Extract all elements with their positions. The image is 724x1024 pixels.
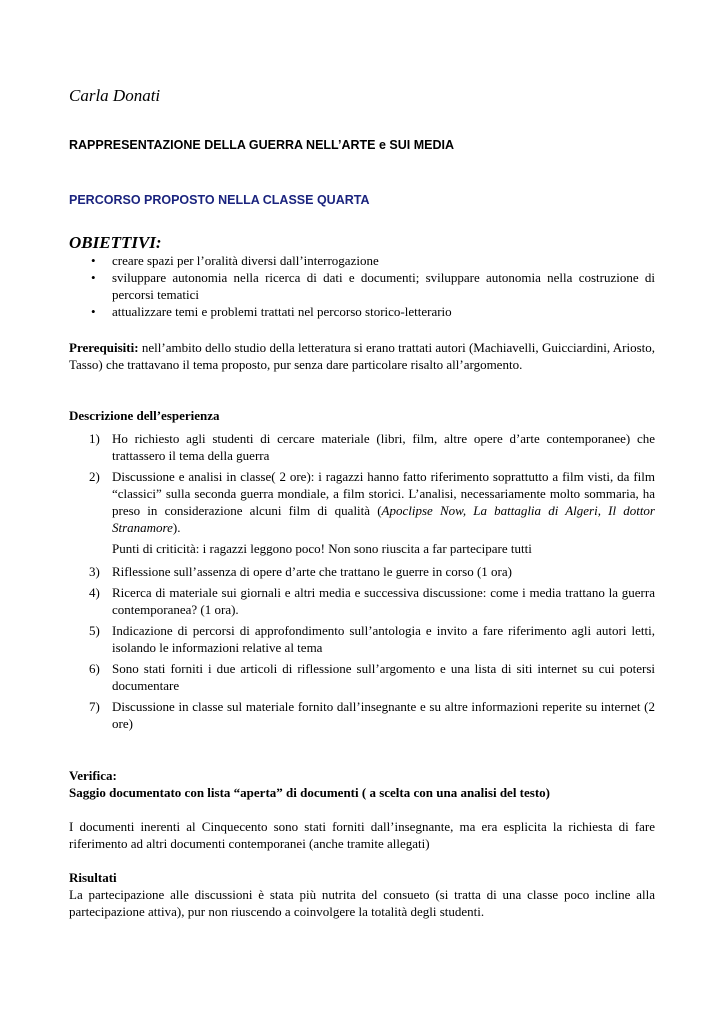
step-text: Riflessione sull’assenza di opere d’arte che trattano le guerre in corso (1 ora) xyxy=(112,564,512,579)
prerequisites-label: Prerequisiti: xyxy=(69,340,139,355)
list-item xyxy=(69,584,655,618)
verification-section xyxy=(69,767,655,801)
step-text: Indicazione di percorsi di approfondimento sull’antologia e invito a fare riferimento agli autori letti, isolando le informazioni relative al tema xyxy=(112,623,655,655)
film-titles: Apoclipse Now, La battaglia di Algeri, Il dottor Stranamore xyxy=(112,503,655,535)
list-item xyxy=(69,303,655,320)
list-item xyxy=(69,468,655,536)
verification-label: Verifica: xyxy=(69,768,117,783)
results-section xyxy=(69,869,655,920)
objectives-list xyxy=(69,252,655,320)
step-number: 5) xyxy=(89,623,100,638)
bullet-icon: • xyxy=(91,270,96,285)
experience-steps xyxy=(69,430,655,736)
list-item xyxy=(69,563,655,580)
verification-text: Saggio documentato con lista “aperta” di documenti ( a scelta con una analisi del testo) xyxy=(69,785,550,800)
step-text-tail: ). xyxy=(172,520,181,535)
step-number: 2) xyxy=(89,469,100,484)
list-item xyxy=(69,430,655,464)
prerequisites-paragraph xyxy=(69,339,655,373)
documents-paragraph: I documenti inerenti al Cinquecento sono stati forniti dall’insegnante, ma era esplicita la richiesta di fare riferimento ad altri documenti contemporanei (anche tramite allegati) xyxy=(69,819,655,851)
objectives-heading: OBIETTIVI: xyxy=(69,233,162,252)
prerequisites-text: nell’ambito dello studio della letteratura si erano trattati autori (Machiavelli, Guicciardini, Ariosto, Tasso) che trattavano il tema proposto, pur senza dare particolare risalto all’argomento. xyxy=(69,340,655,372)
results-label: Risultati xyxy=(69,870,117,885)
results-text: La partecipazione alle discussioni è stata più nutrita del consueto (si tratta di una classe poco incline alla partecipazione attiva), pur non riuscendo a coinvolgere la totalità degli studenti. xyxy=(69,887,655,919)
step-text: Discussione e analisi in classe( 2 ore): i ragazzi hanno fatto riferimento soprattutto a film visti, da film “classici” sulla seconda guerra mondiale, a film storici. L’analisi, necessariamente molto sommaria, ha preso in considerazione alcuni film di qualità ( xyxy=(112,469,655,518)
document-title: RAPPRESENTAZIONE DELLA GUERRA NELL’ARTE e SUI MEDIA xyxy=(69,138,454,152)
document-subtitle: PERCORSO PROPOSTO NELLA CLASSE QUARTA xyxy=(69,193,370,207)
objective-text: attualizzare temi e problemi trattati nel percorso storico-letterario xyxy=(112,304,452,319)
step-text: Ho richiesto agli studenti di cercare materiale (libri, film, altre opere d’arte contemporanee) che trattassero il tema della guerra xyxy=(112,431,655,463)
step-text: Sono stati forniti i due articoli di riflessione sull’argomento e una lista di siti internet su cui potersi documentare xyxy=(112,661,655,693)
step-number: 3) xyxy=(89,564,100,579)
step-number: 4) xyxy=(89,585,100,600)
bullet-icon: • xyxy=(91,253,96,268)
step-text: Ricerca di materiale sui giornali e altri media e successiva discussione: come i media trattano la guerra contemporanea? (1 ora). xyxy=(112,585,655,617)
criticality-note: Punti di criticità: i ragazzi leggono poco! Non sono riuscita a far partecipare tutti xyxy=(112,541,532,556)
step-number: 7) xyxy=(89,699,100,714)
objective-text: sviluppare autonomia nella ricerca di dati e documenti; sviluppare autonomia nella costruzione di percorsi tematici xyxy=(112,270,655,302)
list-item xyxy=(69,622,655,656)
step-number: 6) xyxy=(89,661,100,676)
author-name: Carla Donati xyxy=(69,86,161,105)
list-item xyxy=(69,660,655,694)
objective-text: creare spazi per l’oralità diversi dall’interrogazione xyxy=(112,253,379,268)
list-item xyxy=(69,269,655,303)
list-item xyxy=(69,252,655,269)
experience-heading: Descrizione dell’esperienza xyxy=(69,408,220,423)
step-number: 1) xyxy=(89,431,100,446)
list-item xyxy=(69,698,655,732)
bullet-icon: • xyxy=(91,304,96,319)
step-text: Discussione in classe sul materiale fornito dall’insegnante e su altre informazioni reperite su internet (2 ore) xyxy=(112,699,655,731)
